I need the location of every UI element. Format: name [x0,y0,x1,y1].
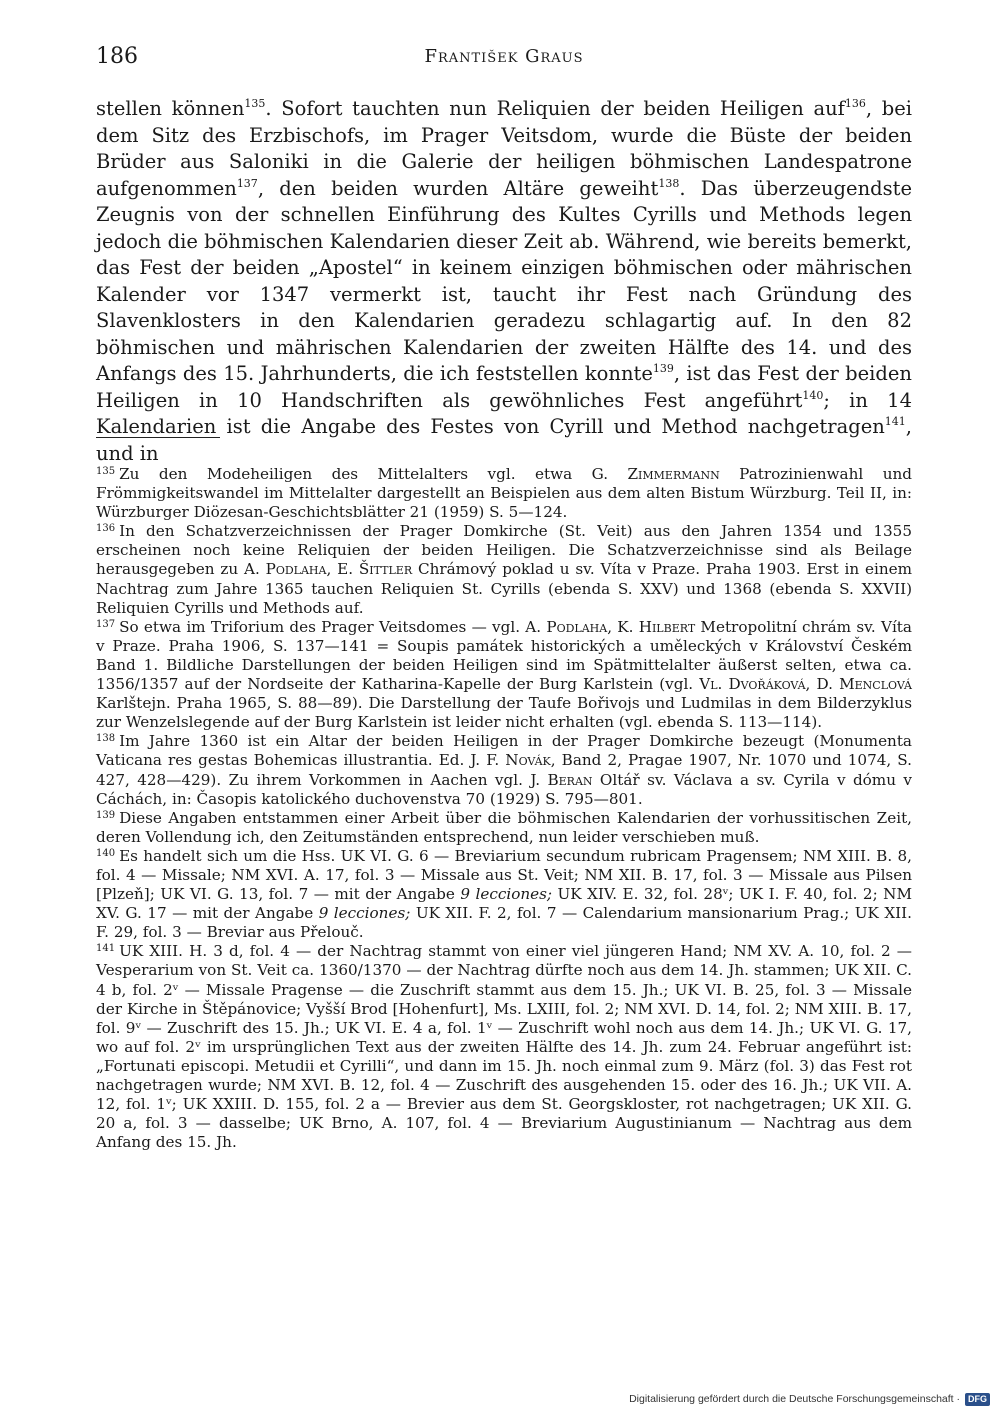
footnote-number: 140 [96,847,116,859]
footnotes [96,465,912,1152]
footnote-text: Chrámový poklad u sv. Víta v Praze. Praha 1903. Erst in einem Nachtrag zum Jahre 1365 tauchen Reliquien St. Cyrills (ebenda S. XXV) und 1368 (ebenda S. XXVII) Reliquien Cyrills und Methods auf. [96,560,912,617]
footnote-text: , E. [326,560,359,579]
footnote-text: UK XIII. H. 3 d, fol. 4 — der Nachtrag stammt von einer viel jüngeren Hand; NM XV. A. 10, fol. 2 — Vesperarium von St. Veit ca. 1360/1370 — der Nachtrag dürfte noch aus dem 14. Jh. stammen; UK XII. C. 4 b, fol. 2ᵛ — Missale Pragense — die Zuschrift stammt aus dem 15. Jh.; UK VI. B. 25, fol. 3 — Missale der Kirche in Štěpánovice; Vyšší Brod [Hohenfurt], Ms. LXIII, fol. 2; NM XVI. D. 14, fol. 2; NM XIII. B. 17, fol. 9ᵛ — Zuschrift des 15. Jh.; UK VI. E. 4 a, fol. 1ᵛ — Zuschrift wohl noch aus dem 14. Jh.; UK VI. G. 17, wo auf fol. 2ᵛ im ursprünglichen Text aus der zweiten Hälfte des 14. Jh. zum 24. Februar angeführt ist: „Fortunati episcopi. Metudii et Cyrilli“, und dann im 15. Jh. noch einmal zum 9. März (fol. 3) das Fest rot nachgetragen wurde; NM XVI. B. 12, fol. 4 — Zuschrift des ausgehenden 15. oder des 16. Jh.; UK VII. A. 12, fol. 1ᵛ; UK XXIII. D. 155, fol. 2 a — Brevier aus dem St. Georgskloster, rot nachgetragen; UK XII. G. 20 a, fol. 3 — dasselbe; UK Brno, A. 107, fol. 4 — Breviarium Augustinianum — Nachtrag aus dem Anfang des 15. Jh. [96,942,912,1152]
footnote-separator [96,437,220,438]
body-text-segment: . Sofort tauchten nun Reliquien der beiden Heiligen auf [265,97,845,120]
author-name: Šittler [358,560,413,579]
body-text-segment: . Das überzeugendste Zeugnis von der schnellen Einführung des Kultes Cyrills und Methods legen jedoch die böhmischen Kalendarien dieser Zeit ab. Während, wie bereits bemerkt, das Fest der beiden „Apostel“ in keinem einzigen böhmischen oder mährischen Kalender vor 1347 vermerkt ist, taucht ihr Fest nach Gründung des Slavenklosters in den Kalendarien geradezu schlagartig auf. In den 82 böhmischen und mährischen Kalendarien der zweiten Hälfte des 14. und des Anfangs des 15. Jahrhunderts, die ich feststellen konnte [96,176,912,385]
footnote-ref: 137 [236,176,258,190]
footnote-number: 137 [96,618,116,630]
body-text-segment: , und in [96,415,912,465]
main-paragraph [96,96,912,467]
footnote-text: Es handelt sich um die Hss. UK VI. G. 6 — Breviarium secundum rubricam Pragensem; NM XIII. B. 8, fol. 4 — Missale; NM XVI. A. 17, fol. 3 — Missale aus St. Veit; NM XII. B. 17, fol. 3 — Missale aus Pilsen [Plzeň]; UK VI. G. 13, fol. 7 — mit der Angabe [96,846,912,904]
footnote-text: Im Jahre 1360 ist ein Altar der beiden Heiligen in der Prager Domkirche bezeugt (Monumenta Vaticana res gestas Bohemicas illustrantia. Ed. J. F. [96,732,912,770]
body-text-segment: , bei dem Sitz des Erzbischofs, im Prager Veitsdom, wurde die Büste der beiden Brüder aus Saloniki in die Galerie der heiligen böhmischen Landespatrone aufgenommen [96,97,912,200]
footnote-number: 135 [96,466,116,477]
footnote-ref: 140 [802,388,824,402]
footnote-140 [96,847,912,942]
footnote-138 [96,732,912,808]
footnote-text: Oltář sv. Václava a sv. Cyrila v dómu v Cáchách, in: Časopis katolického duchovenstva 70 (1929) S. 795—801. [96,770,912,808]
footnote-135 [96,465,912,522]
footnote-number: 138 [96,733,116,745]
footnote-number: 136 [96,523,116,535]
running-title: František Graus [424,46,584,67]
italic-note: 9 lecciones; [460,885,553,904]
body-text-segment: stellen können [96,97,245,120]
footnote-137 [96,618,912,733]
footnote-141 [96,942,912,1152]
author-name: Novák [505,751,551,770]
author-name: Menclová [839,675,912,694]
footnote-136 [96,522,912,617]
footnote-text: UK XIV. E. 32, fol. 28ᵛ; UK I. F. 40, fol. 2; NM XV. G. 17 — mit der Angabe [96,885,912,923]
page-number: 186 [96,44,138,69]
italic-note: 9 lecciones; [318,904,411,923]
footnote-ref: 138 [658,176,680,190]
author-name: Zimmermann [627,465,720,483]
author-name: Vl. Dvořáková [699,675,806,694]
footnote-text: Diese Angaben entstammen einer Arbeit über die böhmischen Kalendarien der vorhussitischen Zeit, deren Vollendung ich, den Zeitumständen entsprechend, nun leider verschieben muß. [96,808,912,846]
author-name: Podlaha [265,560,327,579]
dfg-logo: DFG [965,1393,990,1406]
footnote-text: Karlštejn. Praha 1965, S. 88—89). Die Darstellung der Taufe Bořivojs und Ludmilas in dem Bilderzyklus zur Wenzelslegende auf der Burg Karlstein ist leider nicht erhalten (vgl. ebenda S. 113—114). [96,694,912,732]
footnote-ref: 136 [844,97,866,110]
footnote-ref: 139 [652,362,674,375]
footnote-text: Metropolitní chrám sv. Víta v Praze. Praha 1906, S. 137—141 = Soupis památek historických a uměleckých v Království Českém Band 1. Bildliche Darstellungen der beiden Heiligen sind im Spätmittelalter äußerst selten, etwa ca. 1356/1357 auf der Nordseite der Katharina-Kapelle der Burg Karlstein (vgl. [96,617,912,694]
author-name: Podlaha [546,617,608,636]
credit-text: Digitalisierung gefördert durch die Deutsche Forschungsgemeinschaft · [629,1393,960,1405]
author-name: Beran [547,770,593,789]
body-text-segment: , den beiden wurden Altäre geweiht [257,176,659,200]
digitization-credit [629,1391,990,1407]
body-text-segment: , ist das Fest der beiden Heiligen in 10 Handschriften als gewöhnliches Fest angeführt [96,362,912,412]
footnote-text: UK XII. F. 2, fol. 7 — Calendarium mansionarium Prag.; UK XII. F. 29, fol. 3 — Breviar aus Přelouč. [96,904,912,942]
footnote-number: 139 [96,809,116,821]
footnote-text: Patrozinienwahl und Frömmigkeitswandel im Mittelalter dargestellt an Beispielen aus dem alten Bistum Würzburg. Teil II, in: Würzburger Diözesan-Geschichtsblätter 21 (1959) S. 5—124. [96,465,912,522]
footnote-text: , K. [607,617,639,636]
body-text-segment: ; in 14 Kalendarien ist die Angabe des Festes von Cyrill und Method nachgetragen [96,388,912,438]
page-header [96,40,912,72]
footnote-ref: 135 [244,97,266,110]
footnote-text: , D. [805,675,840,694]
footnote-text: , Band 2, Pragae 1907, Nr. 1070 und 1074, S. 427, 428—429). Zu ihrem Vorkommen in Aachen vgl. J. [96,751,912,789]
footnote-text: In den Schatzverzeichnissen der Prager Domkirche (St. Veit) aus den Jahren 1354 und 1355 erscheinen noch keine Reliquien der beiden Heiligen. Die Schatzverzeichnisse sind als Beilage herausgegeben zu A. [96,522,912,579]
footnote-139 [96,809,912,847]
footnote-text: Zu den Modeheiligen des Mittelalters vgl. etwa G. [119,465,628,483]
footnote-ref: 141 [884,415,906,428]
footnote-number: 141 [96,943,116,955]
author-name: Hilbert [638,617,696,636]
footnote-text: So etwa im Triforium des Prager Veitsdomes — vgl. A. [119,617,547,636]
